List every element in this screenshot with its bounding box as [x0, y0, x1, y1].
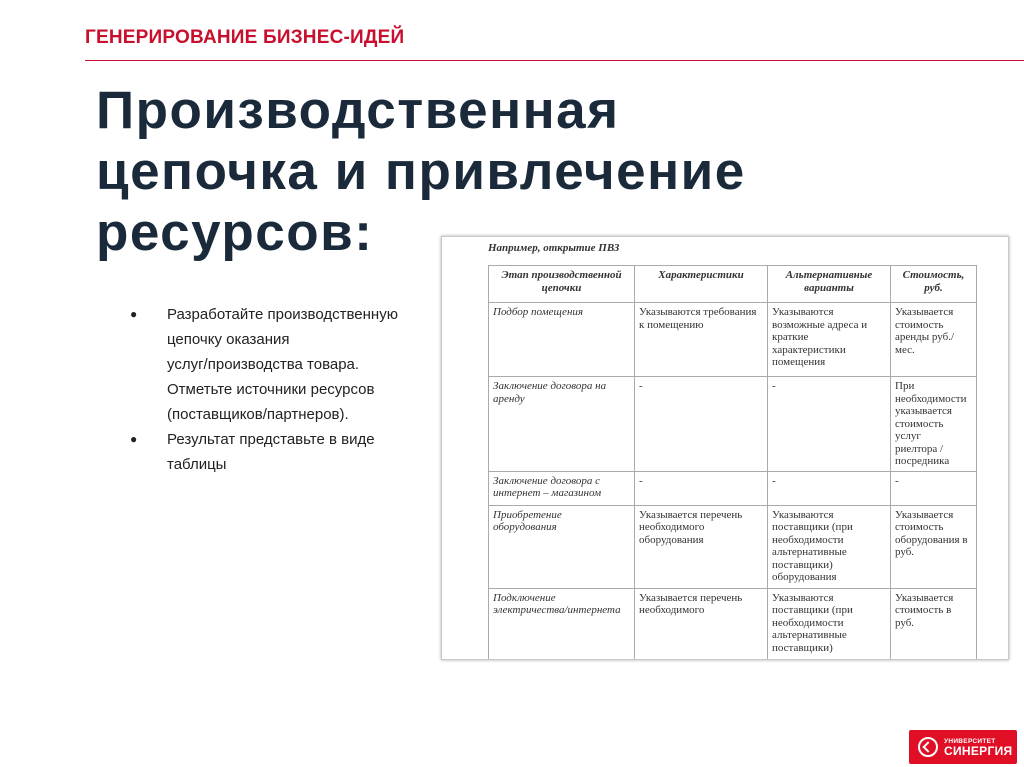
cell-text: помещения — [772, 356, 826, 368]
cell-text: Указываются — [772, 508, 834, 521]
cell-text: стоимость — [895, 417, 944, 430]
header-text: Характеристики — [658, 269, 744, 281]
cell-text: поставщики) — [772, 641, 833, 654]
cell-text: аренду — [493, 392, 525, 405]
table-column-header — [768, 266, 891, 303]
cell-text: оборудования — [639, 533, 704, 546]
logo-text-bottom: СИНЕРГИЯ — [944, 744, 1013, 758]
table-column-header — [635, 266, 768, 303]
table-column-header — [489, 266, 635, 303]
instruction-line: Разработайте производственную — [167, 306, 398, 323]
table-row — [489, 303, 977, 377]
cell-text: интернет – магазином — [493, 487, 602, 499]
header-text: цепочки — [541, 281, 582, 294]
cell-text: мес. — [895, 343, 915, 356]
cell-text: руб. — [895, 616, 915, 629]
cell-text: услуг — [895, 430, 921, 442]
instruction-line: (поставщиков/партнеров). — [167, 406, 349, 423]
cell-text: При — [895, 380, 915, 392]
table-cell — [768, 505, 891, 588]
instruction-line: Отметьте источники ресурсов — [167, 381, 375, 398]
cell-text: - — [639, 380, 643, 392]
table-row — [489, 471, 977, 505]
cell-text: Указывается перечень — [639, 591, 743, 604]
table-cell — [635, 588, 768, 660]
cell-text: риелтора / — [895, 442, 944, 455]
cell-text: посредника — [895, 455, 950, 467]
cell-text: необходимого — [639, 604, 705, 616]
table-cell — [489, 588, 635, 660]
table-column-header — [891, 266, 977, 303]
cell-text: Указывается — [895, 508, 954, 521]
cell-text: аренды руб./ — [895, 331, 955, 343]
example-document-image — [441, 236, 1009, 660]
bullet-icon: ● — [130, 307, 138, 321]
header-title: ГЕНЕРИРОВАНИЕ БИЗНЕС-ИДЕЙ — [85, 27, 405, 48]
cell-text: указывается — [895, 405, 952, 417]
cell-text: Приобретение — [493, 508, 562, 521]
cell-text: необходимости — [772, 616, 844, 629]
cell-text: оборудования в — [895, 533, 968, 546]
header-text: Стоимость, — [902, 269, 965, 281]
cell-text: необходимого — [639, 521, 705, 533]
table-row — [489, 588, 977, 660]
cell-text: характеристики — [772, 343, 846, 356]
cell-text: альтернативные — [772, 629, 847, 641]
cell-text: краткие — [772, 331, 809, 343]
table-cell — [768, 303, 891, 377]
cell-text: Указываются — [772, 591, 834, 604]
instruction-line: таблицы — [167, 456, 227, 473]
synergy-logo-icon — [918, 737, 938, 757]
cell-text: - — [772, 474, 776, 487]
table-cell — [891, 471, 977, 505]
instruction-item — [130, 302, 440, 427]
table-cell — [635, 377, 768, 472]
cell-text: Указывается — [895, 591, 954, 604]
bullet-icon: ● — [130, 432, 138, 446]
cell-text: Подключение — [493, 591, 556, 604]
cell-text: необходимости — [895, 392, 967, 405]
logo-text-top: УНИВЕРСИТЕТ — [944, 738, 996, 745]
cell-text: стоимость — [895, 521, 944, 533]
table-cell — [489, 505, 635, 588]
table-cell — [768, 471, 891, 505]
header-divider — [85, 60, 1024, 61]
page-title-line: Производственная — [96, 81, 620, 140]
header-text: варианты — [804, 281, 854, 294]
cell-text: Подбор помещения — [493, 306, 584, 318]
header-text: руб. — [924, 281, 943, 294]
table-cell — [891, 377, 977, 472]
instruction-line: цепочку оказания — [167, 331, 290, 348]
table-cell — [489, 471, 635, 505]
table-cell — [635, 303, 768, 377]
cell-text: - — [639, 474, 643, 487]
cell-text: Указываются — [772, 306, 834, 318]
cell-text: возможные адреса и — [772, 318, 868, 331]
cell-text: Указываются требования — [639, 306, 757, 318]
synergy-logo — [909, 730, 1017, 764]
instruction-line: услуг/производства товара. — [167, 356, 360, 373]
table-cell — [489, 377, 635, 472]
table-cell — [489, 303, 635, 377]
cell-text: поставщики (при — [772, 521, 853, 533]
cell-text: поставщики) — [772, 558, 833, 571]
cell-text: электричества/интернета — [493, 604, 621, 616]
header-text: Альтернативные — [785, 269, 873, 281]
cell-text: Указывается перечень — [639, 508, 743, 521]
production-chain-table — [488, 265, 977, 660]
cell-text: - — [772, 380, 776, 392]
table-cell — [635, 505, 768, 588]
table-cell — [768, 377, 891, 472]
example-caption: Например, открытие ПВЗ — [488, 242, 620, 254]
table-cell — [891, 303, 977, 377]
cell-text: - — [895, 474, 899, 487]
table-cell — [891, 588, 977, 660]
instruction-list — [130, 302, 440, 477]
cell-text: стоимость — [895, 318, 944, 331]
cell-text: Заключение договора с — [493, 474, 601, 487]
cell-text: оборудования — [772, 571, 837, 583]
cell-text: оборудования — [493, 521, 557, 533]
page-title-line: ресурсов: — [96, 203, 374, 262]
cell-text: Указывается — [895, 306, 954, 318]
table-row — [489, 377, 977, 472]
cell-text: к помещению — [639, 318, 704, 331]
cell-text: альтернативные — [772, 546, 847, 558]
cell-text: руб. — [895, 546, 915, 558]
table-cell — [635, 471, 768, 505]
table-header-row — [489, 266, 977, 303]
cell-text: Заключение договора на — [493, 380, 607, 392]
cell-text: стоимость в — [895, 604, 952, 616]
instruction-line: Результат представьте в виде — [167, 431, 375, 448]
page-title-line: цепочка и привлечение — [96, 142, 746, 201]
table-cell — [891, 505, 977, 588]
header-text: Этап производственной — [501, 269, 622, 281]
table-cell — [768, 588, 891, 660]
instruction-item — [130, 427, 440, 477]
table-row — [489, 505, 977, 588]
cell-text: необходимости — [772, 533, 844, 546]
cell-text: поставщики (при — [772, 604, 853, 616]
